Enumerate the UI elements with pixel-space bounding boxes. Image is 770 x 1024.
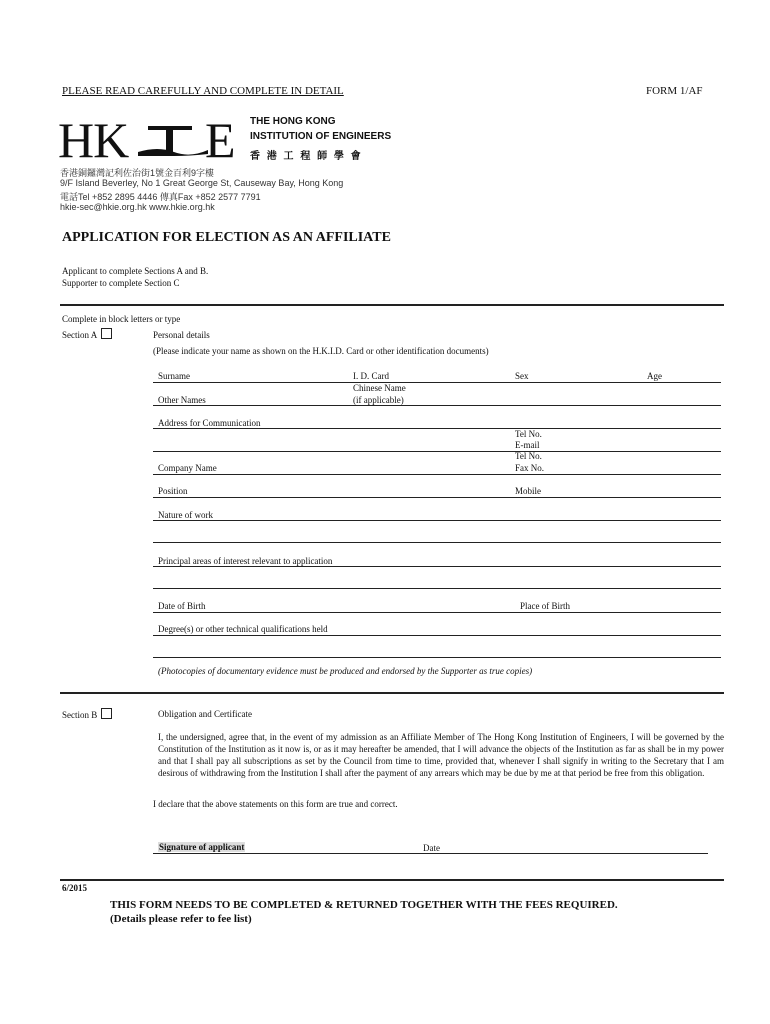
dob-line[interactable]	[153, 612, 721, 613]
id-card-label: I. D. Card	[353, 371, 389, 381]
logo-letters-right: E	[205, 112, 235, 168]
dob-label: Date of Birth	[158, 601, 206, 611]
interest-line-2[interactable]	[153, 588, 721, 589]
intro-line2: Supporter to complete Section C	[62, 278, 180, 288]
form-instruction: PLEASE READ CAREFULLY AND COMPLETE IN DETAIL	[62, 85, 344, 97]
other-names-line[interactable]	[153, 405, 721, 406]
logo-name-line1: THE HONG KONG	[250, 116, 336, 127]
signature-line[interactable]	[153, 853, 708, 854]
degrees-line-1[interactable]	[153, 635, 721, 636]
logo-mark-icon	[138, 122, 208, 162]
tel1-label: Tel No.	[515, 429, 542, 439]
company-label: Company Name	[158, 463, 217, 473]
pob-label: Place of Birth	[520, 601, 570, 611]
nature-of-work-line-2[interactable]	[153, 542, 721, 543]
footer-notice-1: THIS FORM NEEDS TO BE COMPLETED & RETURNED TOGETHER WITH THE FEES REQUIRED.	[110, 899, 618, 911]
form-title: APPLICATION FOR ELECTION AS AN AFFILIATE	[62, 230, 391, 245]
section-a-checkbox[interactable]	[101, 328, 112, 339]
fax-label: Fax No.	[515, 463, 544, 473]
block-letters-note: Complete in block letters or type	[62, 314, 181, 324]
declaration: I declare that the above statements on this form are true and correct.	[153, 799, 398, 809]
section-a-label: Section A	[62, 328, 112, 340]
address-line-2[interactable]	[153, 451, 721, 452]
obligation-paragraph: I, the undersigned, agree that, in the event of my admission as an Affiliate Member of The Hong Kong Institution of Engineers, I will be governed by the Constitution of the Institution as it now is, or as it may hereafter be amended, that I will advance the objects of the Institution as far as shall be in my power and that I shall pay all subscriptions as set by the Council from time to time, provided that, whenever I shall signify in writing to the Secretary that I am desirous of withdrawing from the Institution I shall after the payment of any arrears which may be due by me at that period be free from this obligation.	[158, 732, 724, 778]
sex-label: Sex	[515, 371, 529, 381]
email-website: hkie-sec@hkie.org.hk www.hkie.org.hk	[60, 202, 215, 212]
position-line[interactable]	[153, 497, 721, 498]
form-version: 6/2015	[62, 883, 88, 893]
nature-of-work-label: Nature of work	[158, 510, 213, 520]
position-label: Position	[158, 486, 188, 496]
if-applicable-label: (if applicable)	[353, 395, 404, 405]
nature-of-work-line-1[interactable]	[153, 520, 721, 521]
degrees-line-2[interactable]	[153, 657, 721, 658]
divider	[60, 879, 724, 881]
section-b-label: Section B	[62, 708, 112, 720]
phone-fax: 電話Tel +852 2895 4446 傳真Fax +852 2577 7791	[60, 192, 261, 202]
section-b-checkbox[interactable]	[101, 708, 112, 719]
interest-label: Principal areas of interest relevant to application	[158, 556, 333, 566]
age-label: Age	[647, 371, 662, 381]
address-english: 9/F Island Beverley, No 1 Great George St, Causeway Bay, Hong Kong	[60, 178, 344, 188]
section-a-heading: Personal details	[153, 330, 210, 340]
degrees-label: Degree(s) or other technical qualifications held	[158, 624, 328, 634]
chinese-name-label: Chinese Name	[353, 383, 406, 393]
logo-name-chinese: 香 港 工 程 師 學 會	[250, 151, 363, 162]
divider	[60, 304, 724, 306]
date-label: Date	[423, 843, 440, 853]
form-code: FORM 1/AF	[646, 85, 703, 97]
interest-line-1[interactable]	[153, 566, 721, 567]
address-chinese: 香港銅鑼灣記利佐治街1號金百利9字樓	[60, 168, 215, 178]
email-label: E-mail	[515, 440, 540, 450]
tel2-label: Tel No.	[515, 451, 542, 461]
other-names-label: Other Names	[158, 395, 206, 405]
divider	[60, 692, 724, 694]
company-line[interactable]	[153, 474, 721, 475]
address-line-1[interactable]	[153, 428, 721, 429]
footer-notice-2: (Details please refer to fee list)	[110, 913, 252, 925]
section-b-heading: Obligation and Certificate	[158, 709, 252, 719]
address-label: Address for Communication	[158, 418, 261, 428]
hkie-logo	[58, 112, 129, 168]
section-a-note: (Please indicate your name as shown on the H.K.I.D. Card or other identification documents)	[153, 346, 489, 356]
mobile-label: Mobile	[515, 486, 541, 496]
logo-letters-left: HK	[58, 112, 129, 168]
intro-line1: Applicant to complete Sections A and B.	[62, 266, 209, 276]
surname-label: Surname	[158, 371, 190, 381]
surname-line[interactable]	[153, 382, 721, 383]
signature-label: Signature of applicant	[159, 842, 245, 852]
photocopy-note: (Photocopies of documentary evidence must be produced and endorsed by the Supporter as true copies)	[158, 666, 533, 676]
logo-name-line2: INSTITUTION OF ENGINEERS	[250, 131, 392, 142]
